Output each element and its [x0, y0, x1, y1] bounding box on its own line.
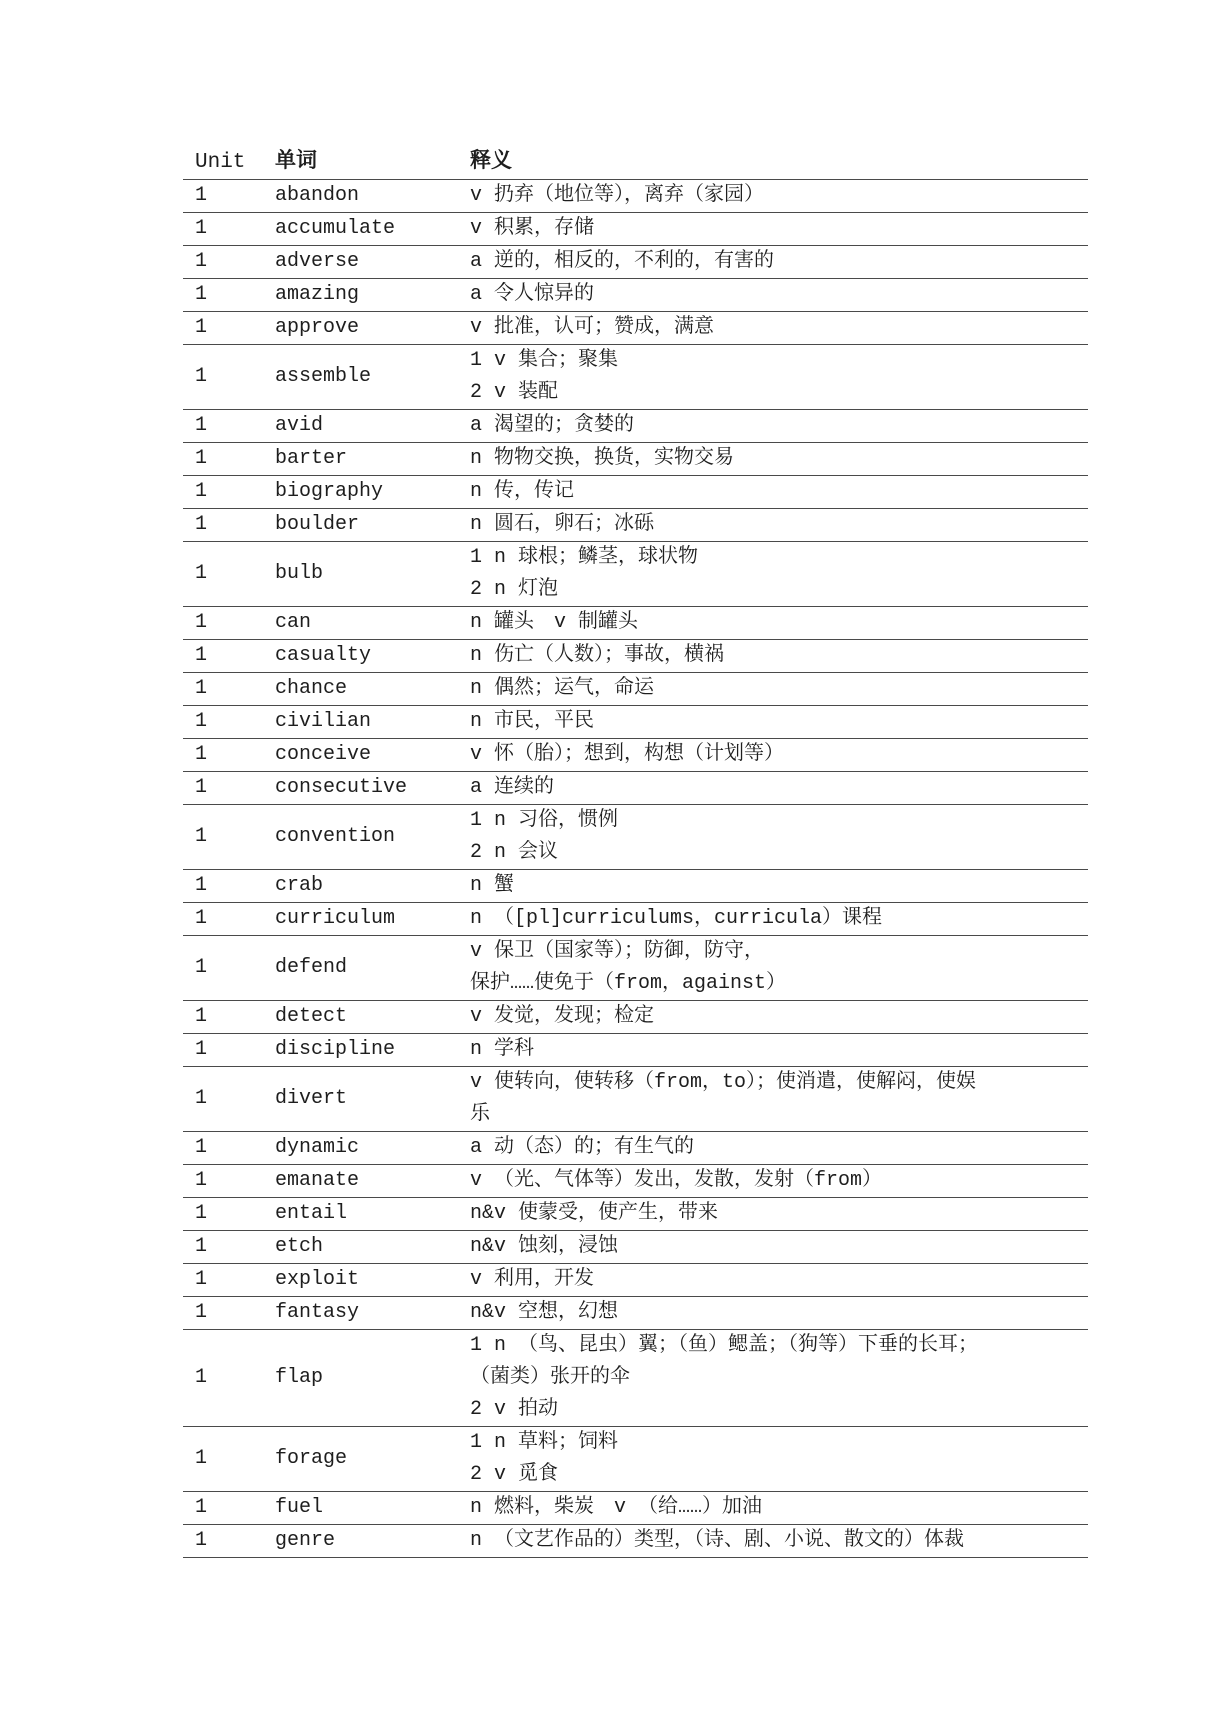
- definition-line: （菌类）张开的伞: [470, 1366, 630, 1389]
- definition-line: n 罐头 v 制罐头: [470, 611, 639, 634]
- vocab-row: [183, 607, 1088, 640]
- word-cell: avid: [263, 410, 458, 443]
- definition-line: v 使转向，使转移（from，to）；使消遣，使解闷，使娱: [470, 1071, 977, 1094]
- unit-cell: 1: [183, 772, 263, 805]
- vocab-row: [183, 1132, 1088, 1165]
- unit-cell: 1: [183, 1231, 263, 1264]
- definition-line: v （光、气体等）发出，发散，发射（from）: [470, 1169, 883, 1192]
- definition-cell: [458, 312, 1088, 345]
- vocab-row: [183, 1492, 1088, 1525]
- word-cell: biography: [263, 476, 458, 509]
- word-cell: chance: [263, 673, 458, 706]
- unit-cell: 1: [183, 903, 263, 936]
- vocab-row: [183, 1330, 1088, 1427]
- definition-line: n&v 使蒙受，使产生，带来: [470, 1202, 719, 1225]
- definition-line: 2 n 灯泡: [470, 578, 559, 601]
- definition-line: n 蟹: [470, 874, 515, 897]
- vocab-row: [183, 1165, 1088, 1198]
- unit-cell: 1: [183, 213, 263, 246]
- definition-line: n&v 空想，幻想: [470, 1301, 619, 1324]
- unit-cell: 1: [183, 279, 263, 312]
- vocab-row: [183, 1001, 1088, 1034]
- definition-line: 2 v 觅食: [470, 1463, 559, 1486]
- vocab-row: [183, 443, 1088, 476]
- definition-line: a 渴望的；贪婪的: [470, 414, 635, 437]
- unit-cell: 1: [183, 1525, 263, 1558]
- word-cell: assemble: [263, 345, 458, 410]
- word-cell: conceive: [263, 739, 458, 772]
- definition-line: n 燃料，柴炭 v （给……）加油: [470, 1496, 763, 1519]
- definition-line: 1 n 习俗，惯例: [470, 809, 619, 832]
- unit-cell: 1: [183, 1427, 263, 1492]
- word-cell: emanate: [263, 1165, 458, 1198]
- definition-cell: [458, 246, 1088, 279]
- definition-line: v 发觉，发现；检定: [470, 1005, 655, 1028]
- definition-line: n 偶然；运气，命运: [470, 677, 655, 700]
- definition-line: 1 n 草料；饲料: [470, 1431, 619, 1454]
- definition-cell: [458, 1427, 1088, 1492]
- definition-cell: [458, 673, 1088, 706]
- definition-line: a 令人惊异的: [470, 283, 595, 306]
- vocab-row: [183, 936, 1088, 1001]
- word-cell: fuel: [263, 1492, 458, 1525]
- word-cell: abandon: [263, 180, 458, 213]
- word-cell: entail: [263, 1198, 458, 1231]
- definition-cell: [458, 739, 1088, 772]
- vocab-row: [183, 739, 1088, 772]
- word-cell: genre: [263, 1525, 458, 1558]
- unit-cell: 1: [183, 1297, 263, 1330]
- unit-cell: 1: [183, 1165, 263, 1198]
- header-word: 单词: [263, 147, 458, 180]
- definition-cell: [458, 1132, 1088, 1165]
- word-cell: fantasy: [263, 1297, 458, 1330]
- unit-cell: 1: [183, 1132, 263, 1165]
- word-cell: detect: [263, 1001, 458, 1034]
- vocab-row: [183, 410, 1088, 443]
- vocab-row: [183, 345, 1088, 410]
- definition-cell: [458, 476, 1088, 509]
- word-cell: defend: [263, 936, 458, 1001]
- definition-line: v 积累，存储: [470, 217, 595, 240]
- word-cell: curriculum: [263, 903, 458, 936]
- header-unit: Unit: [183, 147, 263, 180]
- definition-line: n 学科: [470, 1038, 535, 1061]
- vocab-row: [183, 180, 1088, 213]
- unit-cell: 1: [183, 345, 263, 410]
- unit-cell: 1: [183, 739, 263, 772]
- unit-cell: 1: [183, 180, 263, 213]
- definition-line: 2 v 装配: [470, 381, 559, 404]
- word-cell: bulb: [263, 542, 458, 607]
- definition-line: n 伤亡（人数）；事故，横祸: [470, 644, 725, 667]
- word-cell: amazing: [263, 279, 458, 312]
- vocab-row: [183, 246, 1088, 279]
- vocab-row: [183, 1525, 1088, 1558]
- unit-cell: 1: [183, 509, 263, 542]
- vocab-row: [183, 1427, 1088, 1492]
- definition-cell: [458, 509, 1088, 542]
- unit-cell: 1: [183, 1330, 263, 1427]
- header-definition: 释义: [458, 147, 1088, 180]
- word-cell: divert: [263, 1067, 458, 1132]
- word-cell: barter: [263, 443, 458, 476]
- definition-cell: [458, 1525, 1088, 1558]
- vocab-row: [183, 706, 1088, 739]
- word-cell: adverse: [263, 246, 458, 279]
- unit-cell: 1: [183, 312, 263, 345]
- word-cell: casualty: [263, 640, 458, 673]
- word-cell: flap: [263, 1330, 458, 1427]
- vocab-row: [183, 279, 1088, 312]
- vocab-row: [183, 673, 1088, 706]
- definition-cell: [458, 1231, 1088, 1264]
- definition-line: n 传，传记: [470, 480, 575, 503]
- vocab-row: [183, 509, 1088, 542]
- word-cell: dynamic: [263, 1132, 458, 1165]
- word-cell: civilian: [263, 706, 458, 739]
- unit-cell: 1: [183, 706, 263, 739]
- definition-line: n 市民，平民: [470, 710, 595, 733]
- word-cell: approve: [263, 312, 458, 345]
- definition-line: 1 n （鸟、昆虫）翼；（鱼）鳃盖；（狗等）下垂的长耳；: [470, 1334, 979, 1357]
- table-body: [183, 180, 1088, 1558]
- vocab-row: [183, 476, 1088, 509]
- definition-line: n 物物交换，换货，实物交易: [470, 447, 735, 470]
- word-cell: boulder: [263, 509, 458, 542]
- definition-cell: [458, 870, 1088, 903]
- definition-line: a 连续的: [470, 776, 555, 799]
- word-cell: crab: [263, 870, 458, 903]
- definition-cell: [458, 410, 1088, 443]
- definition-cell: [458, 180, 1088, 213]
- vocab-row: [183, 1264, 1088, 1297]
- definition-cell: [458, 1492, 1088, 1525]
- definition-cell: [458, 279, 1088, 312]
- definition-line: 乐: [470, 1103, 490, 1126]
- unit-cell: 1: [183, 870, 263, 903]
- definition-cell: [458, 1198, 1088, 1231]
- definition-cell: [458, 443, 1088, 476]
- table-header: [183, 147, 1088, 180]
- vocab-row: [183, 870, 1088, 903]
- definition-line: 2 v 拍动: [470, 1398, 559, 1421]
- vocab-row: [183, 640, 1088, 673]
- definition-line: v 怀（胎）；想到，构想（计划等）: [470, 743, 785, 766]
- word-cell: forage: [263, 1427, 458, 1492]
- definition-line: 2 n 会议: [470, 841, 559, 864]
- word-cell: accumulate: [263, 213, 458, 246]
- vocab-row: [183, 1297, 1088, 1330]
- unit-cell: 1: [183, 410, 263, 443]
- definition-line: n （[pl]curriculums，curricula）课程: [470, 907, 883, 930]
- word-cell: can: [263, 607, 458, 640]
- word-cell: exploit: [263, 1264, 458, 1297]
- word-cell: convention: [263, 805, 458, 870]
- definition-cell: [458, 1067, 1088, 1132]
- definition-cell: [458, 936, 1088, 1001]
- definition-line: v 保卫（国家等）；防御，防守，: [470, 940, 765, 963]
- definition-cell: [458, 1165, 1088, 1198]
- unit-cell: 1: [183, 1067, 263, 1132]
- definition-cell: [458, 1264, 1088, 1297]
- definition-cell: [458, 805, 1088, 870]
- unit-cell: 1: [183, 1492, 263, 1525]
- word-cell: etch: [263, 1231, 458, 1264]
- word-cell: consecutive: [263, 772, 458, 805]
- definition-line: n （文艺作品的）类型，（诗、剧、小说、散文的）体裁: [470, 1529, 965, 1552]
- unit-cell: 1: [183, 246, 263, 279]
- vocab-row: [183, 772, 1088, 805]
- header-row: [183, 147, 1088, 180]
- vocab-row: [183, 542, 1088, 607]
- definition-cell: [458, 542, 1088, 607]
- unit-cell: 1: [183, 1001, 263, 1034]
- vocab-row: [183, 1067, 1088, 1132]
- definition-line: 1 v 集合；聚集: [470, 349, 619, 372]
- definition-cell: [458, 706, 1088, 739]
- vocab-row: [183, 312, 1088, 345]
- definition-cell: [458, 345, 1088, 410]
- definition-line: v 利用，开发: [470, 1268, 595, 1291]
- unit-cell: 1: [183, 542, 263, 607]
- unit-cell: 1: [183, 443, 263, 476]
- definition-line: n 圆石，卵石；冰砾: [470, 513, 655, 536]
- definition-line: v 扔弃（地位等），离弃（家园）: [470, 184, 765, 207]
- definition-line: 保护……使免于（from，against）: [470, 972, 787, 995]
- definition-cell: [458, 640, 1088, 673]
- vocab-row: [183, 213, 1088, 246]
- unit-cell: 1: [183, 936, 263, 1001]
- definition-line: a 逆的，相反的，不利的，有害的: [470, 250, 775, 273]
- definition-cell: [458, 1034, 1088, 1067]
- unit-cell: 1: [183, 1264, 263, 1297]
- definition-cell: [458, 607, 1088, 640]
- unit-cell: 1: [183, 805, 263, 870]
- definition-cell: [458, 1330, 1088, 1427]
- definition-line: a 动（态）的；有生气的: [470, 1136, 695, 1159]
- unit-cell: 1: [183, 640, 263, 673]
- definition-line: 1 n 球根；鳞茎，球状物: [470, 546, 699, 569]
- definition-line: n&v 蚀刻，浸蚀: [470, 1235, 619, 1258]
- definition-cell: [458, 772, 1088, 805]
- vocab-row: [183, 1034, 1088, 1067]
- definition-line: v 批准，认可；赞成，满意: [470, 316, 715, 339]
- unit-cell: 1: [183, 1198, 263, 1231]
- definition-cell: [458, 213, 1088, 246]
- unit-cell: 1: [183, 673, 263, 706]
- vocab-row: [183, 805, 1088, 870]
- vocab-row: [183, 1198, 1088, 1231]
- vocab-row: [183, 903, 1088, 936]
- unit-cell: 1: [183, 607, 263, 640]
- word-cell: discipline: [263, 1034, 458, 1067]
- definition-cell: [458, 1297, 1088, 1330]
- vocabulary-table: [183, 147, 1088, 1558]
- vocab-row: [183, 1231, 1088, 1264]
- definition-cell: [458, 903, 1088, 936]
- definition-cell: [458, 1001, 1088, 1034]
- unit-cell: 1: [183, 1034, 263, 1067]
- unit-cell: 1: [183, 476, 263, 509]
